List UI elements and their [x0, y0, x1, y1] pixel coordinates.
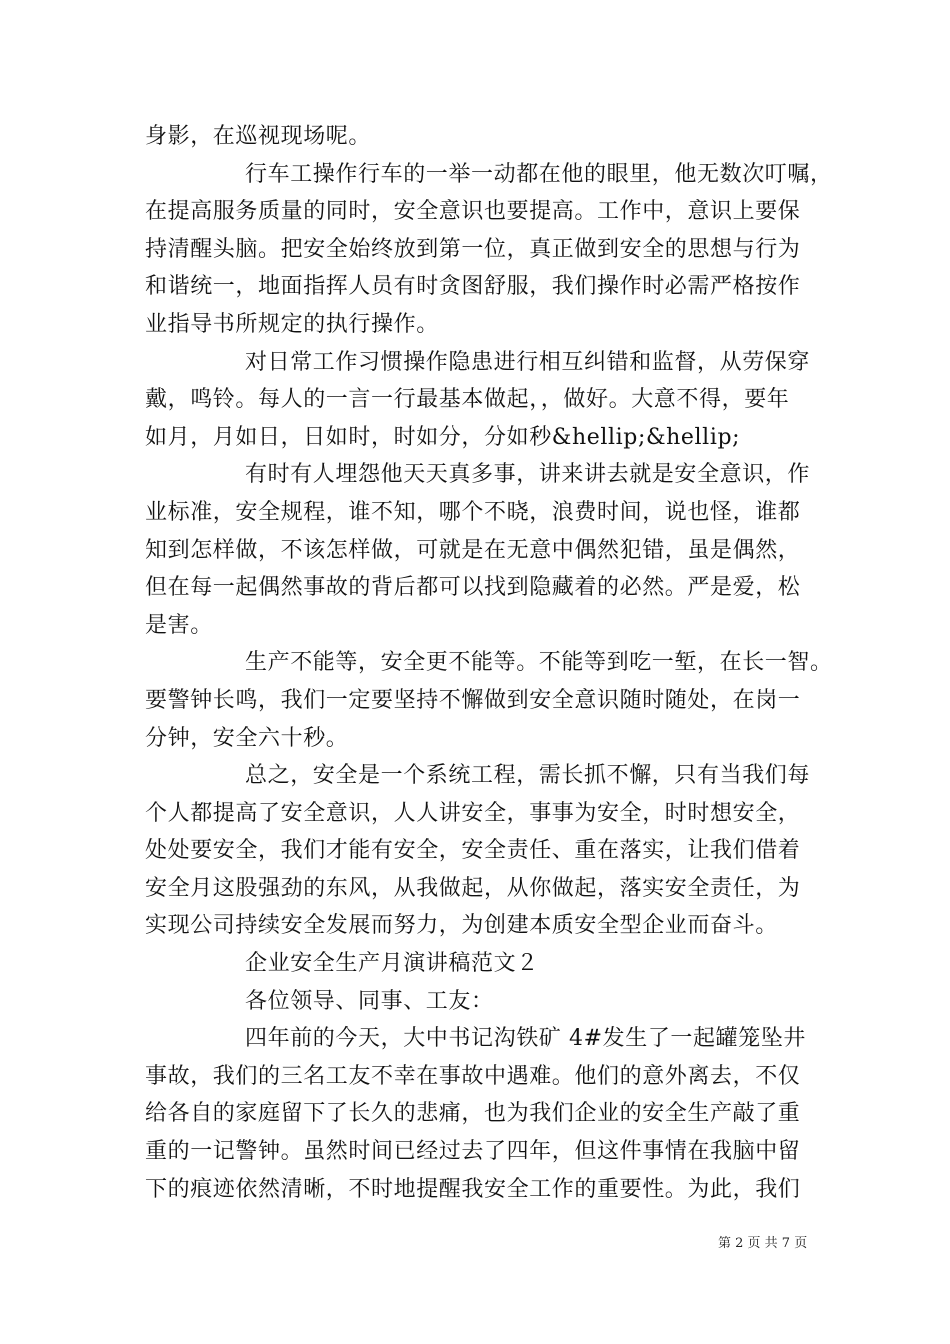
text-line: 是害。	[145, 612, 213, 638]
text-line: 重的一记警钟。虽然时间已经过去了四年，但这件事情在我脑中留	[145, 1139, 801, 1165]
text-line: 实现公司持续安全发展而努力，为创建本质安全型企业而奋斗。	[145, 913, 778, 939]
text-line: 安全月这股强劲的东风，从我做起，从你做起，落实安全责任，为	[145, 875, 801, 901]
text-line: 要警钟长鸣，我们一定要坚持不懈做到安全意识随时随处，在岗一	[145, 687, 801, 713]
text-line: 身影，在巡视现场呢。	[145, 124, 372, 149]
text-line: 持清醒头脑。把安全始终放到第一位，真正做到安全的思想与行为	[145, 236, 801, 262]
text-line: 四年前的今天，大中书记沟铁矿 4#发生了一起罐笼坠井	[245, 1026, 807, 1052]
text-line: 行车工操作行车的一举一动都在他的眼里，他无数次叮嘱，	[245, 161, 833, 187]
text-line: 在提高服务质量的同时，安全意识也要提高。工作中，意识上要保	[145, 199, 801, 225]
text-line: 分钟，安全六十秒。	[145, 725, 349, 751]
text-line: 事故，我们的三名工友不幸在事故中遇难。他们的意外离去，不仅	[145, 1063, 801, 1089]
text-line: 总之，安全是一个系统工程，需长抓不懈，只有当我们每	[245, 763, 811, 789]
text-line: 知到怎样做，不该怎样做，可就是在无意中偶然犯错，虽是偶然，	[145, 537, 801, 563]
text-line: 和谐统一，地面指挥人员有时贪图舒服，我们操作时必需严格按作	[145, 274, 801, 300]
text-line: 处处要安全，我们才能有安全，安全责任、重在落实，让我们借着	[145, 838, 801, 864]
text-line: 如月，月如日，日如时，时如分，分如秒&hellip;&hellip;	[145, 424, 741, 450]
text-line: 有时有人埋怨他天天真多事，讲来讲去就是安全意识，作	[245, 462, 811, 488]
text-line: 给各自的家庭留下了长久的悲痛，也为我们企业的安全生产敲了重	[145, 1101, 801, 1127]
text-line: 生产不能等，安全更不能等。不能等到吃一堑，在长一智。	[245, 650, 833, 676]
body-text	[145, 118, 835, 1208]
text-line: 业指导书所规定的执行操作。	[145, 311, 439, 337]
text-line: 戴，鸣铃。每人的一言一行最基本做起，，做好。大意不得，要年	[145, 387, 790, 413]
text-line: 但在每一起偶然事故的背后都可以找到隐藏着的必然。严是爱，松	[145, 575, 801, 601]
text-line: 对日常工作习惯操作隐患进行相互纠错和监督，从劳保穿	[245, 349, 811, 375]
section-heading: 企业安全生产月演讲稿范文２	[245, 951, 539, 977]
salutation: 各位领导、同事、工友：	[245, 988, 494, 1014]
page-number-footer: 第 2 页 共 7 页	[718, 1236, 808, 1251]
text-line: 下的痕迹依然清晰，不时地提醒我安全工作的重要性。为此，我们	[145, 1176, 801, 1202]
text-line: 业标准，安全规程，谁不知，哪个不晓，浪费时间，说也怪，谁都	[145, 499, 801, 525]
text-line: 个人都提高了安全意识，人人讲安全，事事为安全，时时想安全，	[145, 800, 801, 826]
